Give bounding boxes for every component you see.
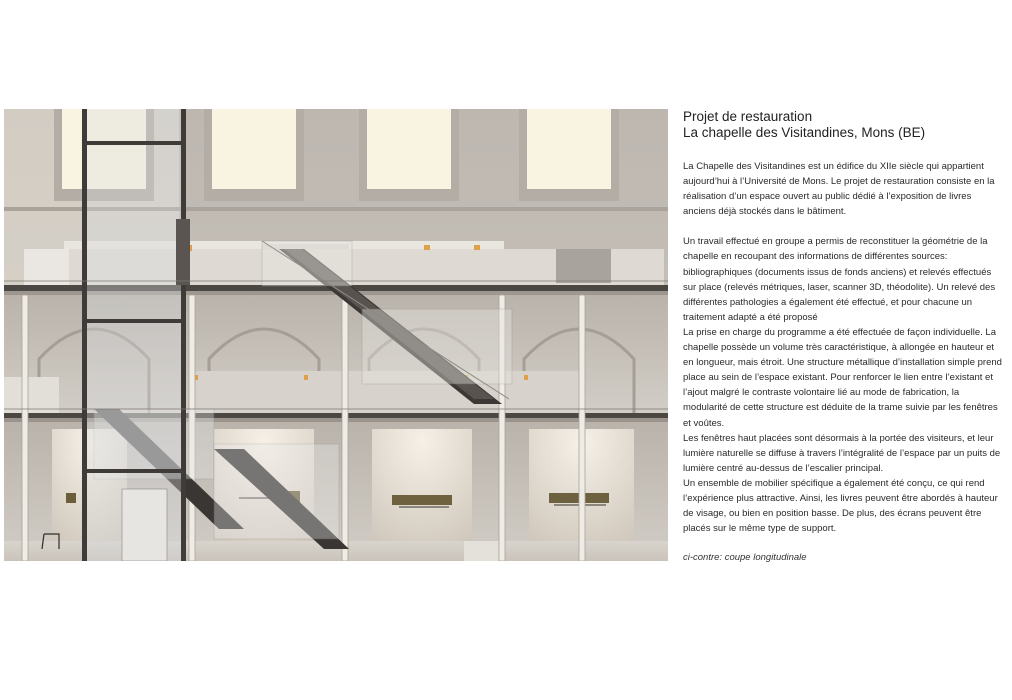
paragraph-furniture: Un ensemble de mobilier spécifique a également été conçu, ce qui rend l’expérience plus attractive. Ainsi, les livres peuvent être abordés à hauteur de visage, ou bien en position basse. De plus, des écrans peuvent être placés sur le même type de support. [683, 477, 998, 535]
paragraph-light: Les fenêtres haut placées sont désormais à la portée des visiteurs, et leur lumière naturelle se diffuse à travers l’intégralité de l’espace par un puits de lumière centré au-dessus de l’escalier principal. [683, 432, 1001, 474]
elevator-tower [82, 109, 190, 561]
paragraph-intro: La Chapelle des Visitandines est un édifice du XIIe siècle qui appartient aujourd’hui à l’Université de Mons. Le projet de restauration consiste en la réalisation d’un espace ouvert au public dédié à l’exposition de livres anciens déjà stockés dans le bâtiment. [683, 161, 995, 218]
figure-caption: ci-contre: coupe longitudinale [683, 552, 807, 564]
display-plinth [464, 541, 504, 561]
paragraph-program: La prise en charge du programme a été effectuée de façon individuelle. La chapelle possède un volume très caractéristique, à allongée en hauteur et en longueur, mais étroit. Une structure métallique d’installation simple prend place au sein de l’espace existant. Pour renforcer le lien entre l’existant et l’ajout malgré le contraste volontaire lié au mode de fabrication, la modularité de cette structure est déduite de la trame suivie par les fenêtres et voûtes. [683, 326, 1002, 429]
project-title [683, 109, 1003, 141]
longitudinal-section-render [4, 109, 668, 561]
description-column [683, 109, 1003, 575]
section-drawing [4, 109, 668, 561]
title-line-2: La chapelle des Visitandines, Mons (BE) [683, 125, 926, 140]
paragraph-survey: Un travail effectué en groupe a permis de reconstituer la géométrie de la chapelle en recoupant des informations de différentes sources: bibliographiques (documents issus de fonds anciens) et relevés effectués sur place (relevés métriques, laser, scanner 3D, théodolite). Un relevé des différentes pathologies a également été effectué, et pour chacune un traitement adapté a été proposé [683, 236, 996, 323]
title-line-1: Projet de restauration [683, 109, 813, 124]
